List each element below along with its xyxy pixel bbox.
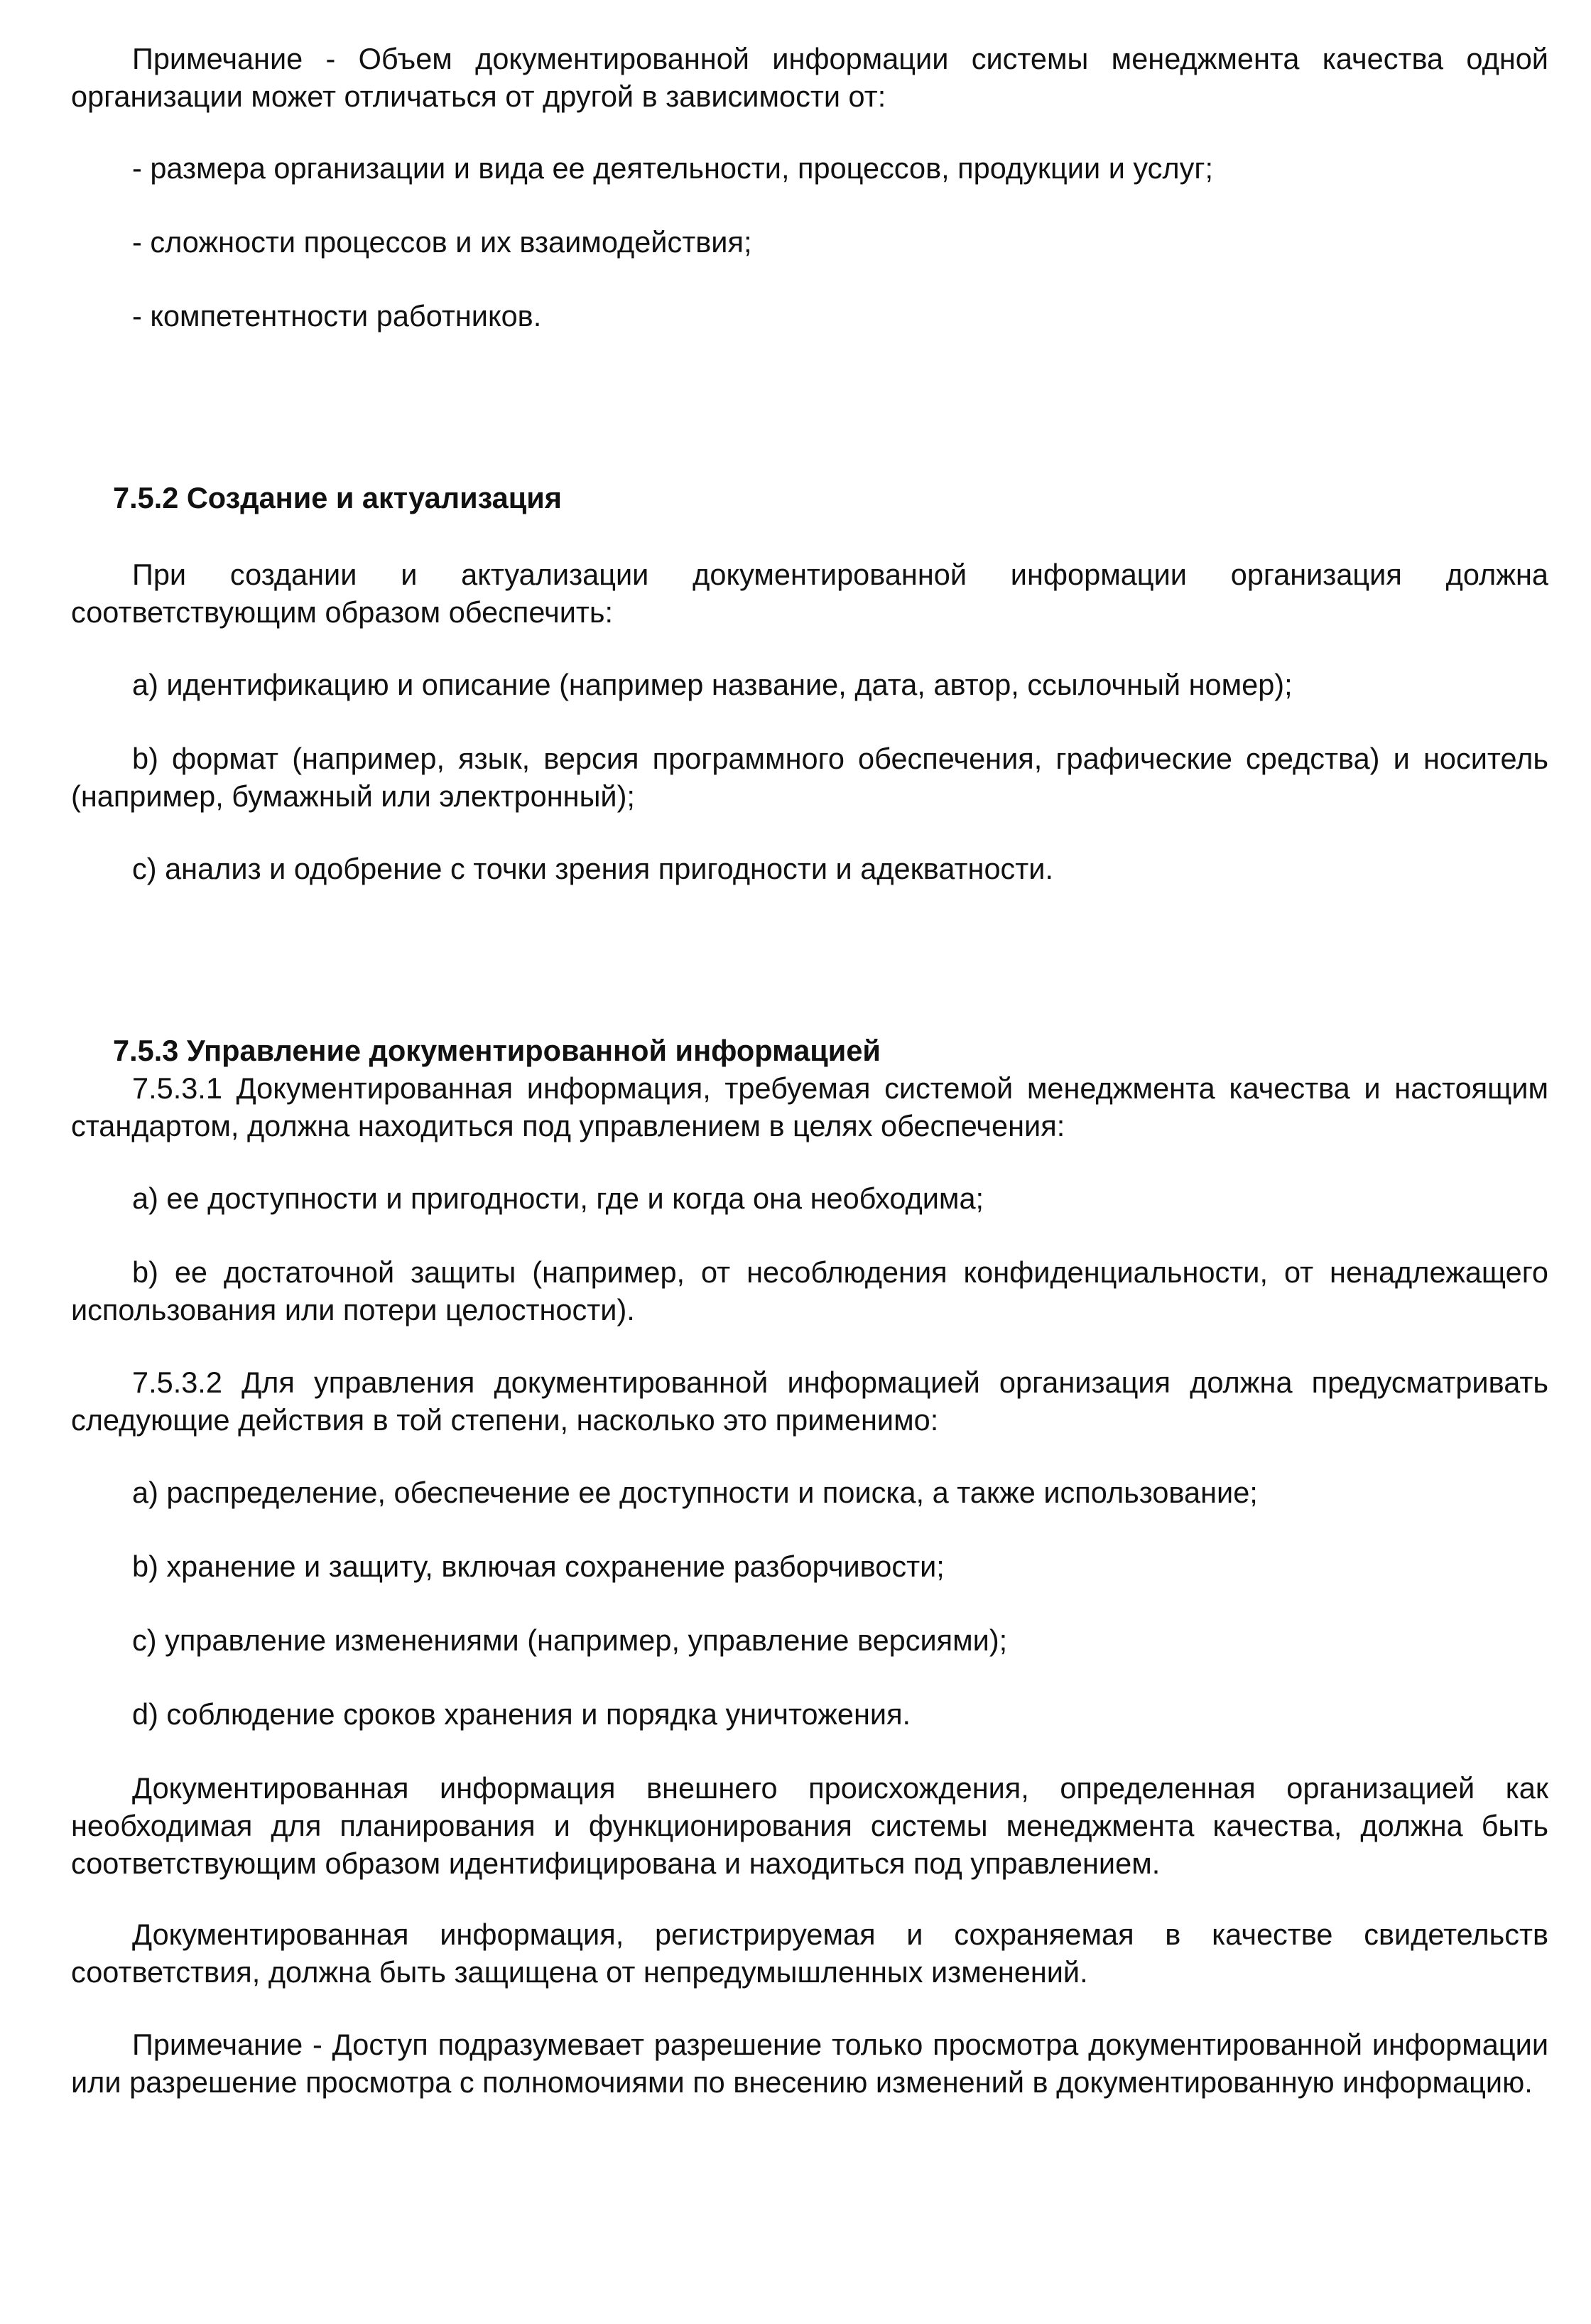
paragraph-7-5-3-1: 7.5.3.1 Документированная информация, требуемая системой менеджмента качества и настоящим стандартом, должна находиться под управлением в целях обеспечения: [71,1071,1548,1142]
list-item: b) хранение и защиту, включая сохранение разборчивости; [132,1550,945,1583]
list-item: a) распределение, обеспечение ее доступности и поиска, а также использование; [132,1476,1258,1509]
list-item: - компетентности работников. [132,299,542,333]
note-volume-paragraph: Примечание - Объем документированной информации системы менеджмента качества одной организации может отличаться от другой в зависимости от: [71,42,1548,113]
section-heading-7-5-2: 7.5.2 Создание и актуализация [113,481,562,514]
list-item: - размера организации и вида ее деятельности, процессов, продукции и услуг; [132,151,1214,185]
paragraph-retained-info: Документированная информация, регистрируемая и сохраняемая в качестве свидетельств соответствия, должна быть защищена от непредумышленных изменений. [71,1918,1548,1989]
section-7-5-2-intro: При создании и актуализации документированной информации организация должна соответствующим образом обеспечить: [71,558,1548,629]
list-item: b) ее достаточной защиты (например, от несоблюдения конфиденциальности, от ненадлежащего использования или потери целостности). [71,1255,1548,1326]
section-heading-7-5-3: 7.5.3 Управление документированной информацией [113,1034,881,1067]
list-item: a) ее доступности и пригодности, где и когда она необходима; [132,1182,984,1215]
list-item: a) идентификацию и описание (например название, дата, автор, ссылочный номер); [132,668,1293,701]
paragraph-7-5-3-2: 7.5.3.2 Для управления документированной информацией организация должна предусматривать следующие действия в той степени, насколько это применимо: [71,1366,1548,1437]
list-item: c) управление изменениями (например, управление версиями); [132,1623,1008,1657]
list-item: c) анализ и одобрение с точки зрения пригодности и адекватности. [132,852,1053,885]
note-access-paragraph: Примечание - Доступ подразумевает разрешение только просмотра документированной информации или разрешение просмотра с полномочиями по внесению изменений в документированную информацию. [71,2028,1548,2099]
paragraph-external-info: Документированная информация внешнего происхождения, определенная организацией как необходимая для планирования и функционирования системы менеджмента качества, должна быть соответствующим образом идентифицирована и находиться под управлением. [71,1771,1548,1880]
list-item: d) соблюдение сроков хранения и порядка уничтожения. [132,1697,911,1731]
list-item: b) формат (например, язык, версия программного обеспечения, графические средства) и носитель (например, бумажный или электронный); [71,742,1548,813]
list-item: - сложности процессов и их взаимодействия; [132,225,752,259]
